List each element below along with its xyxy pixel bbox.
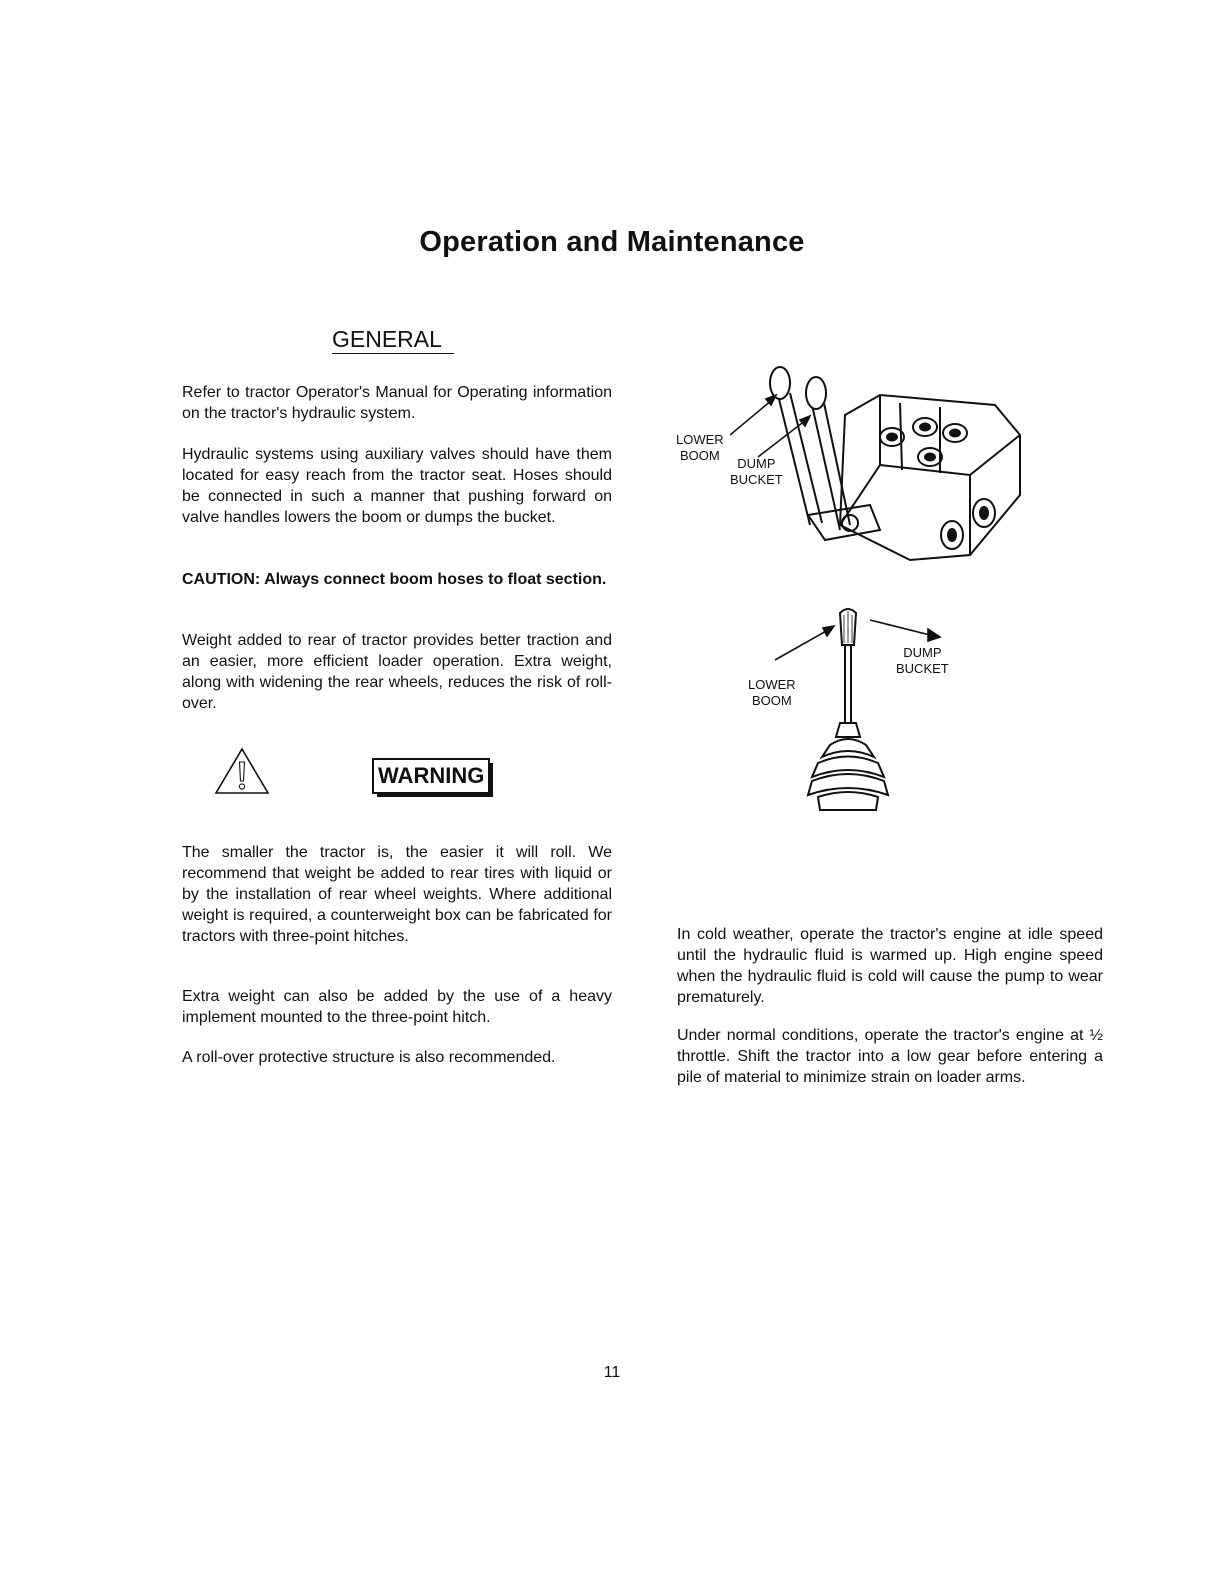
section-heading: GENERAL (332, 325, 454, 354)
warning-triangle-icon (214, 746, 270, 796)
paragraph-heavy-implement: Extra weight can also be added by the use of a heavy implement mounted to the three-point hitch. (182, 988, 612, 1026)
page-number: 11 (603, 1364, 621, 1381)
paragraph-operators-manual: Refer to tractor Operator's Manual for Operating information on the tractor's hydraulic system. (182, 384, 612, 422)
valve-dump-label: DUMP BUCKET (730, 456, 783, 487)
joystick-illustration (770, 605, 960, 815)
joystick-dump-label: DUMP BUCKET (896, 645, 949, 676)
caution-text: CAUTION: Always connect boom hoses to float section. (182, 571, 607, 588)
page-title: Operation and Maintenance (419, 226, 805, 258)
valve-lower-label: LOWER BOOM (676, 432, 724, 463)
paragraph-cold-weather: In cold weather, operate the tractor's engine at idle speed until the hydraulic fluid is warmed up. High engine speed when the hydraulic fluid is cold will cause the pump to wear prematurely. (677, 926, 1103, 1006)
warning-label: WARNING (372, 758, 490, 794)
paragraph-auxiliary-valves: Hydraulic systems using auxiliary valves should have them located for easy reach from the tractor seat. Hoses should be connected in such a manner that pushing forward on valve handles lowers the boom or dumps the bucket. (182, 446, 612, 526)
joystick-lower-label: LOWER BOOM (748, 677, 796, 708)
paragraph-rear-weight: Weight added to rear of tractor provides better traction and an easier, more efficient loader operation. Extra weight, along with widening the rear wheels, reduces the risk of roll-over. (182, 632, 612, 712)
paragraph-normal-conditions: Under normal conditions, operate the tractor's engine at ½ throttle. Shift the tractor into a low gear before entering a pile of material to minimize strain on loader arms. (677, 1027, 1103, 1086)
paragraph-smaller-tractor: The smaller the tractor is, the easier it will roll. We recommend that weight be added to rear tires with liquid or by the installation of rear wheel weights. Where additional weight is required, a counterweight box can be fabricated for tractors with three-point hitches. (182, 844, 612, 945)
paragraph-rollover-structure: A roll-over protective structure is also recommended. (182, 1049, 556, 1066)
